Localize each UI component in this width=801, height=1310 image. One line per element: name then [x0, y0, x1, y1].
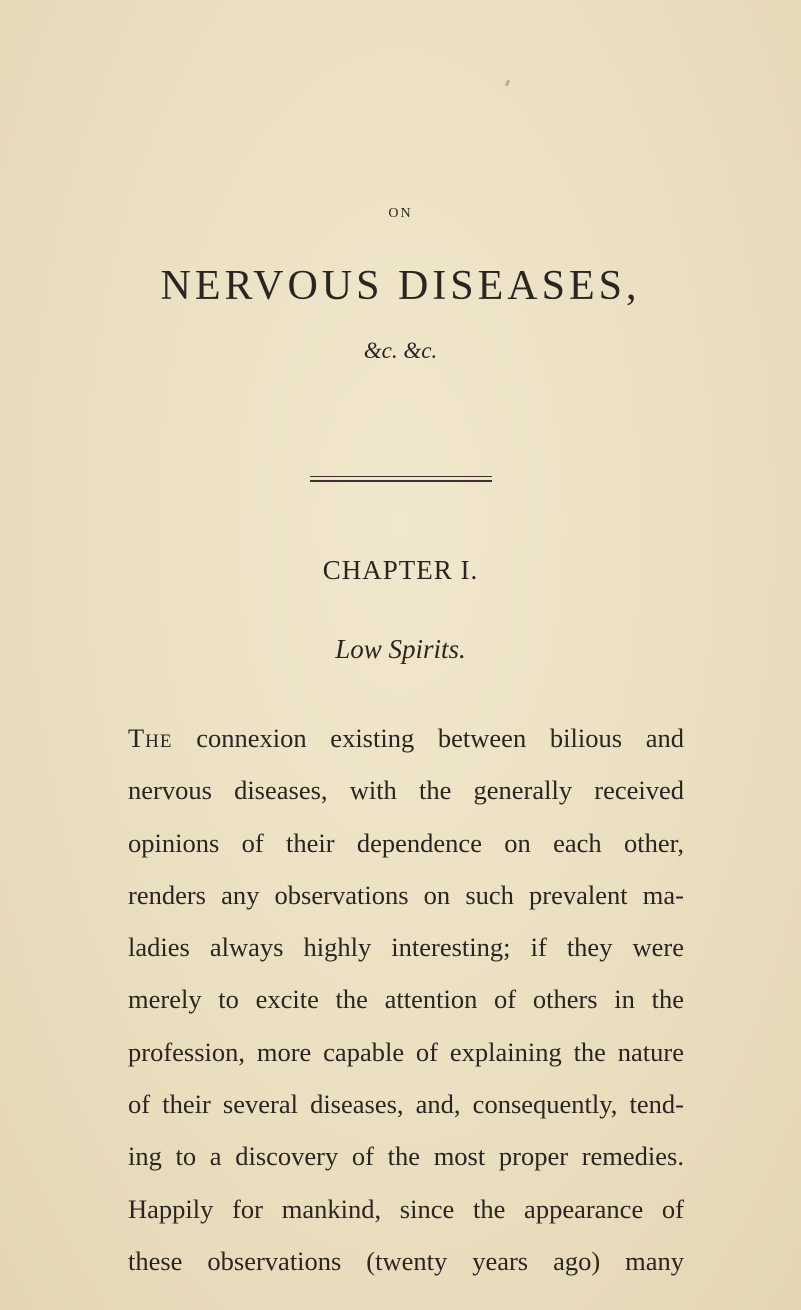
book-title: NERVOUS DISEASES, — [160, 263, 641, 309]
double-rule-divider — [310, 476, 492, 482]
text-line: ladies always highly interesting; if they were — [128, 932, 684, 963]
text-line: of their several diseases, and, consequently, tend- — [128, 1089, 684, 1120]
text-line: nervous diseases, with the generally received — [128, 775, 684, 806]
text-line-content: connexion existing between bilious and — [196, 723, 685, 753]
text-line: Happily for mankind, since the appearance of — [128, 1193, 684, 1224]
text-line: opinions of their dependence on each other, — [128, 827, 684, 858]
text-line: ing to a discovery of the most proper remedies. — [128, 1141, 684, 1172]
heading-etc: &c. &c. — [363, 338, 438, 363]
text-line — [128, 720, 684, 772]
text-line: profession, more capable of explaining the nature — [128, 1036, 684, 1067]
chapter-subtitle: Low Spirits. — [335, 634, 466, 664]
first-word: The — [128, 723, 173, 753]
chapter-heading: CHAPTER I. — [322, 555, 479, 585]
text-line: merely to excite the attention of others in the — [128, 984, 684, 1015]
ink-speck — [505, 80, 510, 87]
heading-on: ON — [388, 206, 413, 221]
body-paragraph — [128, 720, 684, 1295]
text-line: these observations (twenty years ago) many — [128, 1245, 684, 1276]
text-line: renders any observations on such prevalent ma- — [128, 879, 684, 910]
